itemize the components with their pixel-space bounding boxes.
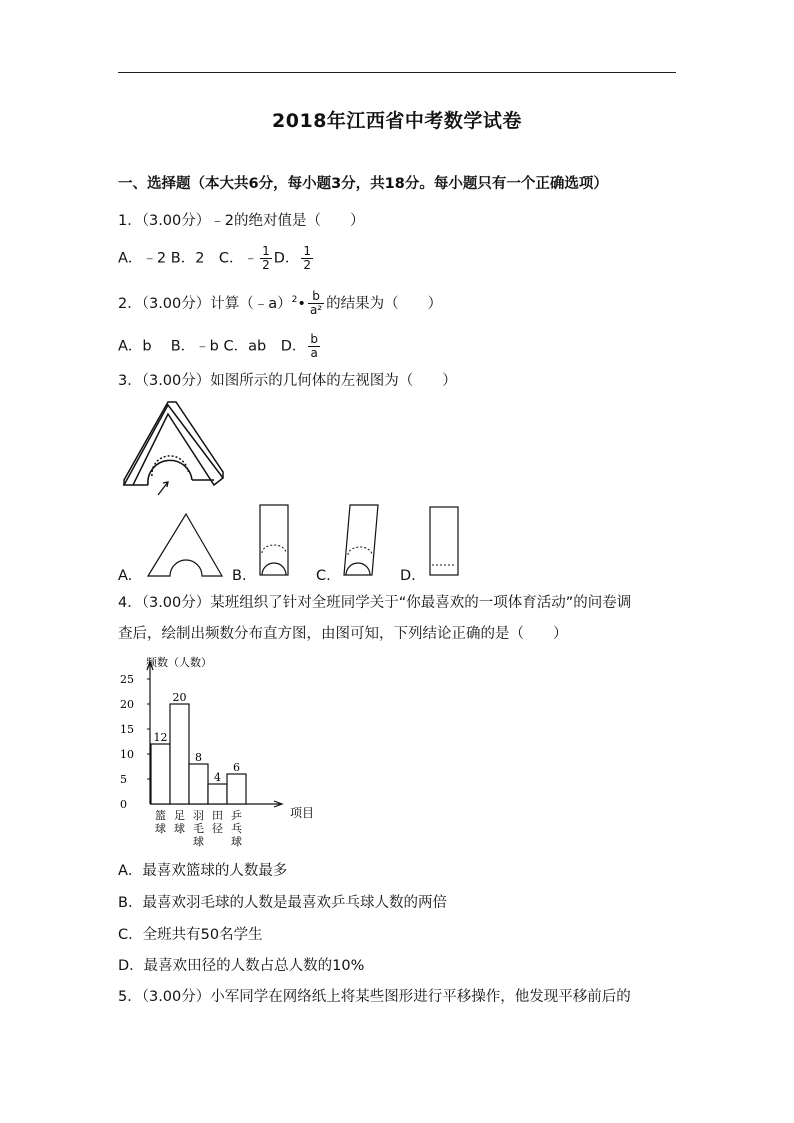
question-3-stem: 3．（3.00分）如图所示的几何体的左视图为（ ）	[118, 373, 457, 389]
q3-label-a: A.	[118, 568, 133, 584]
x-axis-label: 项目	[290, 806, 315, 820]
question-2-stem	[118, 290, 442, 317]
view-arrow	[158, 482, 168, 495]
frac-numerator: b	[310, 332, 318, 346]
page-title: 2018年江西省中考数学试卷	[272, 110, 522, 132]
x-tick-label: 羽毛球	[193, 809, 204, 848]
bar-value-label: 12	[153, 731, 168, 744]
y-tick-label: 15	[120, 723, 134, 736]
y-axis-label: 频数（人数）	[146, 656, 212, 669]
q2-fraction-d	[308, 333, 320, 360]
question-1-stem: 1．（3.00分）﹣2的绝对值是（ ）	[118, 213, 365, 229]
frac-denominator: 2	[303, 258, 312, 272]
q1-options-abc: A．﹣2 B．2 C．﹣	[118, 250, 259, 267]
q1-fraction-d	[301, 245, 313, 272]
q2-stem-end: 的结果为（ ）	[326, 295, 443, 312]
frac-denominator: a²	[309, 303, 323, 318]
q2-dot: •	[297, 295, 306, 312]
histogram-bar	[189, 764, 208, 804]
option-a-figure	[146, 510, 226, 580]
q1-fraction-c	[260, 245, 272, 272]
q2-exponent: 2	[291, 295, 298, 305]
arch-outline	[124, 405, 223, 485]
q4-option-b: B．最喜欢羽毛球的人数是最喜欢乒乓球人数的两倍	[118, 895, 447, 911]
histogram-chart	[116, 652, 336, 848]
x-tick-label: 篮球	[155, 809, 166, 835]
histogram-bar	[227, 774, 246, 804]
histogram-bar	[208, 784, 227, 804]
bar-value-label: 4	[214, 771, 221, 784]
q4-option-c: C．全班共有50名学生	[118, 927, 263, 943]
histogram-bar	[170, 704, 189, 804]
y-tick-label: 20	[120, 698, 134, 711]
x-tick-label: 田径	[212, 809, 223, 835]
q1-option-d: D．	[273, 250, 300, 267]
question-2-options	[118, 333, 322, 360]
option-d-figure	[428, 505, 462, 579]
question-5-stem: 5．（3.00分）小军同学在网络纸上将某些图形进行平移操作，他发现平移前后的	[118, 989, 631, 1005]
q2-options-abcd: A．b B．﹣b C．ab D．	[118, 338, 307, 355]
question-4-stem-line-1: 4．（3.00分）某班组织了针对全班同学关于“你最喜欢的一项体育活动”的问卷调	[118, 595, 632, 611]
bar-value-label: 6	[233, 761, 240, 774]
y-tick-label: 25	[120, 673, 134, 686]
frac-numerator: 1	[262, 244, 270, 258]
bar-value-label: 8	[195, 751, 202, 764]
y-tick-label: 10	[120, 748, 134, 761]
y-tick-label: 5	[120, 773, 127, 786]
question-1-options	[118, 245, 315, 272]
q2-fraction	[308, 290, 324, 317]
question-4-stem-line-2: 查后，绘制出频数分布直方图，由图可知，下列结论正确的是（ ）	[118, 626, 568, 642]
frac-numerator: b	[308, 290, 324, 304]
q4-option-d: D．最喜欢田径的人数占总人数的10%	[118, 958, 365, 974]
q4-option-a: A．最喜欢篮球的人数最多	[118, 863, 288, 879]
q2-stem-start: 2．（3.00分）计算（﹣a）	[118, 295, 292, 312]
q3-label-b: B.	[232, 568, 247, 584]
x-tick-label: 乒乓球	[231, 809, 242, 848]
bar-value-label: 20	[172, 691, 187, 704]
option-b-figure	[258, 503, 292, 579]
frac-denominator: a	[310, 346, 318, 360]
q3-label-c: C.	[316, 568, 331, 584]
histogram-bar	[151, 744, 170, 804]
option-c-figure	[340, 503, 382, 579]
frac-denominator: 2	[262, 258, 270, 272]
y-tick-label: 0	[120, 798, 127, 811]
header-rule	[118, 72, 676, 73]
frac-numerator: 1	[303, 244, 312, 258]
section-heading: 一、选择题（本大共6分，每小题3分，共18分。每小题只有一个正确选项）	[118, 176, 608, 192]
q3-label-d: D.	[400, 568, 416, 584]
solid-figure	[118, 400, 228, 500]
x-tick-label: 足球	[174, 809, 185, 835]
